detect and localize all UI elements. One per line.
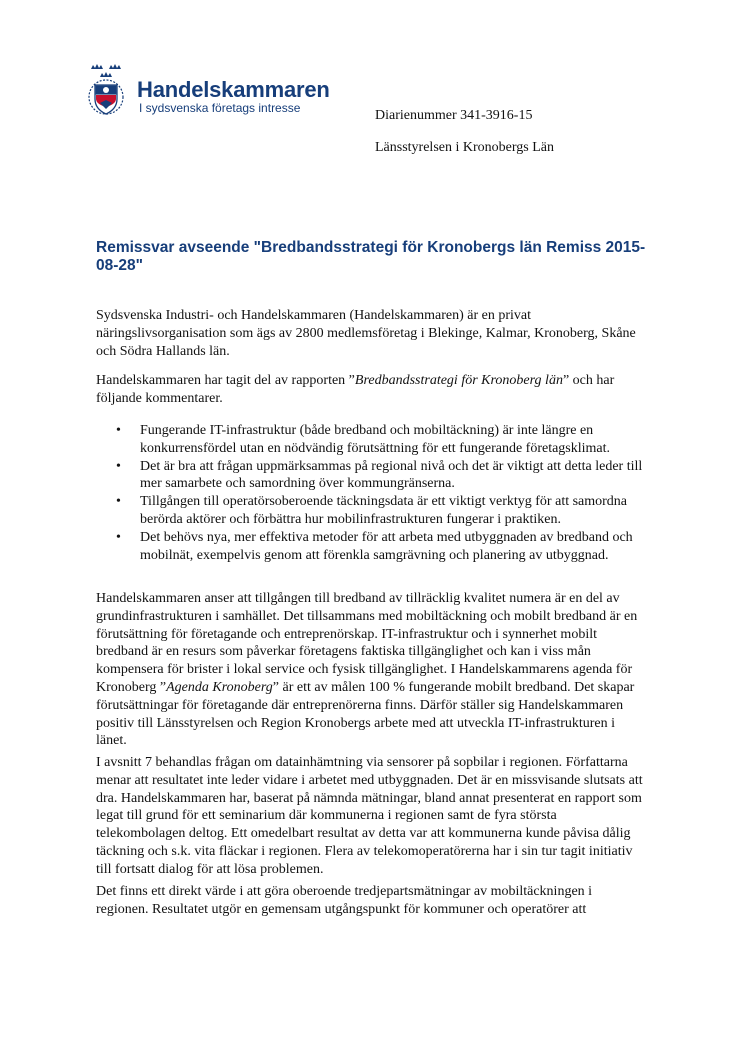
text-run: Handelskammaren anser att tillgången till bredband av tillräcklig kvalitet numera är en del av grundinfrastrukturen i samhället. Det tillsammans med mobiltäckning och mobilt bredband är en förutsättning för företagande och entreprenörskap. IT-infrastruktur och i synnerhet mobilt bredband är en resurs som påverkar företagens faktiska tillgänglighet och kan i viss mån kompensera för brister i lokal service och fysisk tillgänglighet. I Handelskammarens agenda för Kronoberg ” [96,591,638,695]
brand-tagline: I sydsvenska företags intresse [139,101,301,115]
brand-name: Handelskammaren [137,77,330,102]
recipient: Länsstyrelsen i Kronobergs Län [375,140,554,155]
document-title: Remissvar avseende "Bredbandsstrategi för Kronobergs län Remiss 2015-08-28" [96,239,646,274]
text-run: Handelskammaren har tagit del av rapporten ” [96,373,355,388]
paragraph-section-7: I avsnitt 7 behandlas frågan om datainhämtning via sensorer på sopbilar i regionen. Författarna menar att resultatet inte leder vidare i arbetet med utbyggnaden. Det är en missvisande slutsats att dra. Handelskammaren har, baserat på nämnda mätningar, bland annat presenterat en rapport som legat till grund för ett seminarium där kommunerna i regionen samt de fyra största telekombolagen deltog. Ett omedelbart resultat av detta var att kommunerna kunde påvisa dålig täckning och s.k. vita fläckar i regionen. Flera av telekomoperatörerna har i sin tur tagit initiativ till fortsatt dialog för att lösa problemen. [96,755,643,877]
list-item: • Det behövs nya, mer effektiva metoder för att arbeta med utbyggnaden av bredband och mobilnät, exempelvis genom att förenkla samgrävning och planering av utbyggnad. [96,529,656,565]
agenda-title: Agenda Kronoberg [166,679,273,695]
paragraph-intro: Sydsvenska Industri- och Handelskammaren (Handelskammaren) är en privat näringslivsorganisation som ägs av 2800 medlemsföretag i Blekinge, Kalmar, Kronoberg, Skåne och Södra Hallands län. [96,308,636,359]
diarienummer: Diarienummer 341-3916-15 [375,108,533,123]
paragraph-third-party-measurements: Det finns ett direkt värde i att göra oberoende tredjepartsmätningar av mobiltäckningen i regionen. Resultatet utgör en gemensam utgångspunkt för kommuner och operatörer att [96,884,593,917]
list-item: • Tillgången till operatörsoberoende täckningsdata är ett viktigt verktyg för att samordna berörda aktörer och förbättra hur mobilinfrastrukturen fungerar i praktiken. [96,493,656,529]
list-item: • Fungerande IT-infrastruktur (både bredband och mobiltäckning) är inte längre en konkurrensfördel utan en nödvändig förutsättning för ett fungerande företagsklimat. [96,422,656,458]
text-run: ” är ett av målen 100 % fungerande mobilt bredband. Det skapar förutsättningar för företagande där entreprenörerna finns. Därför ställer sig Handelskammaren positiv till Länsstyrelsen och Region Kronobergs arbete med att utveckla IT-infrastrukturen i länet. [96,679,635,749]
list-item: • Det är bra att frågan uppmärksammas på regional nivå och det är viktigt att detta leder till mer samarbete och samordning över kommungränserna. [96,458,656,494]
paragraph-infrastructure [96,590,648,750]
text-run: ” och har följande kommentarer. [96,373,615,406]
report-title: Bredbandsstrategi för Kronoberg län [354,373,563,388]
paragraph-report-reference [96,372,648,408]
comment-list [96,422,656,564]
crest-icon [86,63,126,121]
